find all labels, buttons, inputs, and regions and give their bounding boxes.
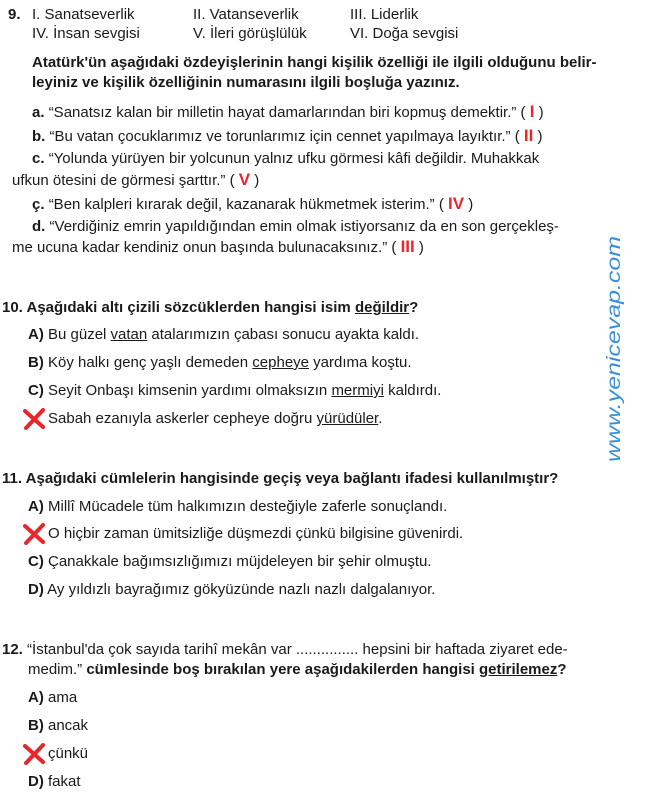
trait-2: II. Vatanseverlik — [193, 6, 299, 23]
option-letter: A) — [28, 326, 44, 343]
item-label: c. — [32, 150, 45, 167]
underlined-word: cepheye — [252, 354, 310, 371]
q10-option-a[interactable] — [28, 326, 419, 343]
q10-stem — [2, 299, 418, 316]
item-close: ) — [254, 172, 260, 189]
option-text-end: . — [378, 410, 383, 427]
option-text-end: atalarımızın çabası sonucu ayakta kaldı. — [147, 326, 420, 343]
q9-item-d-line2 — [12, 237, 424, 257]
option-text: Ay yıldızlı bayrağımız gökyüzünde nazlı nazlı dalgalanıyor. — [47, 581, 436, 598]
option-letter: B) — [28, 354, 44, 371]
answer-mark: V — [238, 170, 251, 189]
q9-instruction-line1: Atatürk'ün aşağıdaki özdeyişlerinin hangi kişilik özelliği ile ilgili olduğunu belir- — [32, 54, 597, 71]
underlined-word: vatan — [110, 326, 148, 343]
q12-stem-text: “İstanbul'da çok sayıda tarihî mekân var ............... hepsini bir haftada ziyaret ede- — [27, 641, 568, 658]
q9-item-a — [32, 102, 544, 122]
q11-stem-text: Aşağıdaki cümlelerin hangisinde geçiş veya bağlantı ifadesi kullanılmıştır? — [25, 470, 559, 487]
trait-4: IV. İnsan sevgisi — [32, 25, 140, 42]
watermark — [596, 232, 630, 464]
option-text: Millî Mücadele tüm halkımızın desteğiyle zaferle sonuçlandı. — [48, 498, 448, 515]
item-close: ) — [468, 196, 474, 213]
item-text: “Verdiğiniz emrin yapıldığından emin olmak istiyorsanız da en son gerçekleş- — [49, 218, 559, 235]
option-text: Köy halkı genç yaşlı demeden — [48, 354, 253, 371]
underlined-word: mermiyi — [331, 382, 384, 399]
item-text: “Sanatsız kalan bir milletin hayat damarlarından biri kopmuş demektir.” ( — [48, 104, 526, 121]
option-letter: D) — [28, 581, 44, 598]
q10-number: 10. — [2, 299, 23, 316]
trait-1: I. Sanatseverlik — [32, 6, 135, 23]
underlined-word: yürüdüler — [316, 410, 379, 427]
option-text: Seyit Onbaşı kimsenin yardımı olmaksızın — [48, 382, 332, 399]
answer-mark: I — [529, 102, 535, 121]
item-label: d. — [32, 218, 46, 235]
item-text: ufkun ötesini de görmesi şarttır.” ( — [12, 172, 235, 189]
q12-stem-underlined: getirilemez — [479, 661, 558, 678]
option-letter: B) — [28, 717, 44, 734]
option-letter: D) — [28, 773, 44, 790]
q12-stem-quote-end: medim.” — [28, 661, 83, 678]
q12-option-a[interactable] — [28, 689, 77, 706]
option-letter: A) — [28, 498, 44, 515]
q12-option-d[interactable] — [28, 773, 81, 790]
q9-item-cc — [32, 194, 473, 214]
item-text: “Bu vatan çocuklarımız ve torunlarımız için cennet yapılmaya layıktır.” ( — [49, 128, 520, 145]
q10-stem-text: Aşağıdaki altı çizili sözcüklerden hangisi isim — [26, 299, 355, 316]
item-close: ) — [537, 128, 543, 145]
option-text: çünkü — [48, 745, 89, 762]
q12-option-b[interactable] — [28, 717, 88, 734]
item-text: “Ben kalpleri kırarak değil, kazanarak hükmetmek isterim.” ( — [48, 196, 444, 213]
selected-answer-cross-icon — [23, 523, 45, 545]
option-text: ama — [48, 689, 78, 706]
q10-option-c[interactable] — [28, 382, 441, 399]
option-text: Sabah ezanıyla askerler cepheye doğru — [48, 410, 317, 427]
option-text: O hiçbir zaman ümitsizliğe düşmezdi çünkü bilgisine güvenirdi. — [48, 525, 464, 542]
option-text: Çanakkale bağımsızlığımızı müjdeleyen bir şehir olmuştu. — [48, 553, 432, 570]
item-close: ) — [538, 104, 544, 121]
q12-number: 12. — [2, 641, 23, 658]
q9-number: 9. — [8, 6, 21, 23]
option-text-end: yardıma koştu. — [309, 354, 412, 371]
q10-option-d[interactable] — [28, 410, 382, 427]
q10-option-b[interactable] — [28, 354, 412, 371]
item-label: ç. — [32, 196, 45, 213]
option-letter: A) — [28, 689, 44, 706]
option-letter: C) — [28, 553, 44, 570]
option-text-end: kaldırdı. — [383, 382, 442, 399]
answer-mark: IV — [448, 194, 465, 213]
q11-option-c[interactable] — [28, 553, 432, 570]
q11-number: 11. — [2, 470, 23, 487]
q9-item-c-line2 — [12, 170, 259, 190]
selected-answer-cross-icon — [23, 408, 45, 430]
q10-stem-underlined: değildir — [354, 299, 410, 316]
watermark-text: www.yenicevap.com — [604, 289, 625, 462]
q12-stem-line2 — [28, 661, 567, 678]
option-text: Bu güzel — [48, 326, 111, 343]
q10-stem-end: ? — [409, 299, 419, 316]
q11-option-a[interactable] — [28, 498, 447, 515]
answer-mark: III — [400, 237, 415, 256]
q11-option-b[interactable] — [28, 525, 463, 542]
q11-option-d[interactable] — [28, 581, 435, 598]
q9-instruction-line2: leyiniz ve kişilik özelliğinin numarasını ilgili boşluğa yazınız. — [32, 74, 460, 91]
option-text: fakat — [48, 773, 81, 790]
item-text: “Yolunda yürüyen bir yolcunun yalnız ufku görmesi kâfi değildir. Muhakkak — [48, 150, 540, 167]
q12-stem-line1 — [2, 641, 568, 658]
q12-stem-end: ? — [557, 661, 567, 678]
q9-item-d-line1 — [32, 218, 559, 235]
answer-mark: II — [523, 126, 534, 145]
item-text: me ucuna kadar kendiniz onun başında bulunacaksınız.” ( — [12, 239, 397, 256]
q11-stem — [2, 470, 558, 487]
item-label: b. — [32, 128, 46, 145]
trait-5: V. İleri görüşlülük — [193, 25, 307, 42]
trait-6: VI. Doğa sevgisi — [350, 25, 459, 42]
q12-stem-question: cümlesinde boş bırakılan yere aşağıdakilerden hangisi — [82, 661, 479, 678]
q9-item-c-line1 — [32, 150, 539, 167]
trait-3: III. Liderlik — [350, 6, 419, 23]
selected-answer-cross-icon — [23, 743, 45, 765]
item-label: a. — [32, 104, 45, 121]
option-letter: C) — [28, 382, 44, 399]
option-text: ancak — [48, 717, 89, 734]
item-close: ) — [418, 239, 424, 256]
q9-item-b — [32, 126, 542, 146]
